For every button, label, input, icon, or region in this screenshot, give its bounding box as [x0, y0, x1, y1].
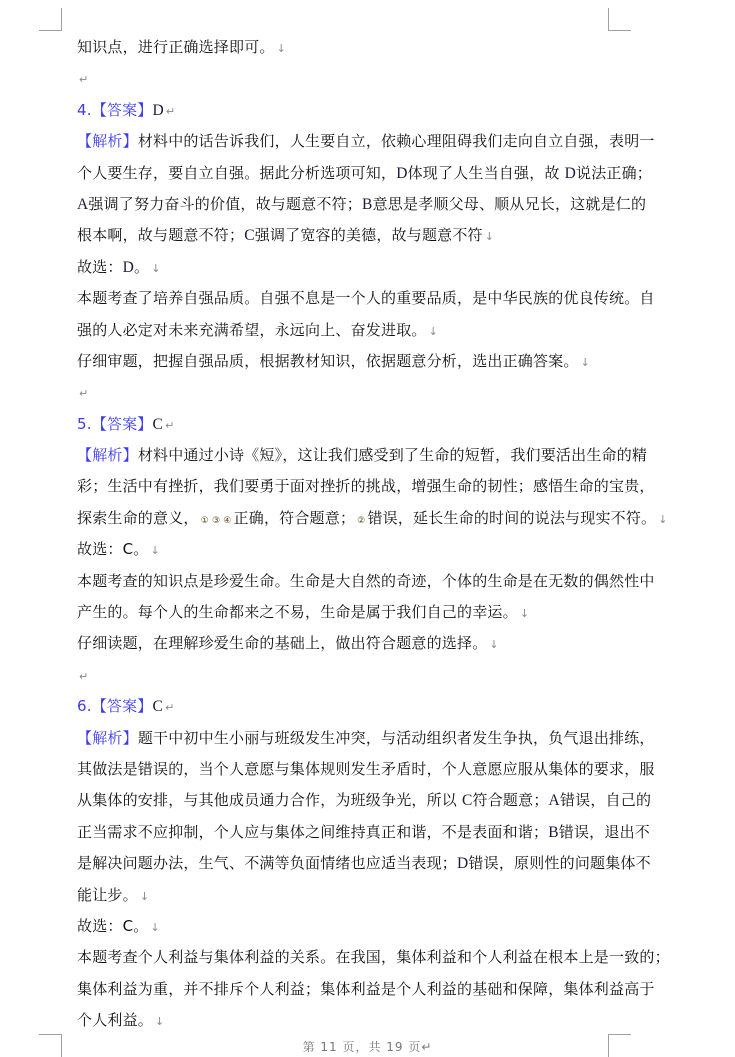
- line-break-mark-icon: ↓: [658, 512, 668, 526]
- text-run: 体现了人生当自强，故: [407, 163, 565, 182]
- paragraph-line[interactable]: [77, 252, 617, 283]
- paragraph-line[interactable]: [77, 377, 617, 408]
- line-break-mark-icon: ↓: [519, 607, 530, 621]
- paragraph-line[interactable]: [77, 126, 655, 157]
- text-run: 符合题意；: [472, 791, 549, 810]
- text-run: 正当需求不应抑制，个人应与集体之间维持真正和谐，不是表面和谐；: [77, 822, 549, 841]
- paragraph-line[interactable]: [77, 95, 617, 126]
- text-run: 题干中初中生小丽与班级发生冲突，与活动组织者发生争执，负气退出排练，: [137, 728, 655, 747]
- line-break-mark-icon: ↓: [489, 638, 499, 652]
- paragraph-line[interactable]: [77, 754, 655, 785]
- text-run: 仔细读题，在理解珍爱生命的基础上，做出符合题意的选择。: [77, 634, 488, 653]
- text-run: 故选：: [77, 257, 123, 276]
- paragraph-line[interactable]: [77, 566, 655, 597]
- text-run: 探索生命的意义，: [77, 508, 199, 527]
- text-run: ① ③ ④: [200, 515, 232, 526]
- paragraph-line[interactable]: [77, 785, 652, 816]
- paragraph-line[interactable]: [77, 911, 617, 942]
- line-break-mark-icon: ↓: [276, 42, 287, 55]
- paragraph-mark-icon: ↵: [79, 669, 89, 683]
- paragraph-line[interactable]: [77, 848, 651, 879]
- text-run: D: [457, 855, 469, 873]
- label-marker: 【解析】: [77, 132, 138, 151]
- label-marker: 4.【答案】: [77, 100, 153, 119]
- text-run: C: [152, 698, 164, 716]
- text-run: 本题考查的知识点是珍爱生命。生命是大自然的奇迹，个体的生命是在无数的偶然性中: [77, 571, 655, 590]
- page-corner-mark-top-left: [39, 8, 62, 31]
- paragraph-line[interactable]: [77, 32, 617, 63]
- page-corner-mark-top-right: [608, 8, 631, 31]
- paragraph-line[interactable]: [77, 471, 655, 502]
- text-run: 材料中的话告诉我们，人生要自立，依赖心理阻碍我们走向自立自强，表明一: [137, 132, 655, 151]
- text-run: 个人要生存，要自立自强。据此分析选项可知，: [77, 163, 397, 182]
- text-run: 其做法是错误的，当个人意愿与集体规则发生矛盾时，个人意愿应服从集体的要求，服: [77, 759, 655, 778]
- label-marker: 【解析】: [77, 446, 138, 465]
- text-run: 个人利益。: [77, 1011, 154, 1030]
- text-run: C: [461, 792, 473, 810]
- line-break-mark-icon: ↓: [428, 324, 439, 338]
- text-run: A: [548, 792, 560, 810]
- text-run: 故选：C。: [77, 916, 149, 935]
- paragraph-mark-icon: ↵: [165, 104, 176, 118]
- text-run: 正确，符合题意；: [233, 508, 356, 527]
- text-run: B: [548, 823, 559, 841]
- text-run: 。: [134, 257, 150, 276]
- paragraph-line[interactable]: [77, 534, 617, 565]
- paragraph-line[interactable]: [77, 660, 617, 691]
- paragraph-line[interactable]: [77, 315, 617, 346]
- label-marker: 6.【答案】: [77, 697, 153, 716]
- label-marker: 5.【答案】: [77, 414, 153, 433]
- text-run: D: [152, 101, 164, 119]
- paragraph-line[interactable]: [77, 283, 655, 314]
- text-run: 集体利益为重，并不排斥个人利益；集体利益是个人利益的基础和保障，集体利益高于: [77, 979, 655, 998]
- text-run: 强的人必定对未来充满希望，永远向上、奋发进取。: [77, 320, 427, 339]
- text-run: 强调了宽容的美德，故与题意不符: [254, 226, 483, 245]
- text-run: 错误，退出不: [558, 822, 650, 841]
- text-run: 意思是孝顺父母、顺从兄长，这就是仁的: [372, 194, 647, 213]
- paragraph-line[interactable]: [77, 158, 653, 189]
- text-run: 故选：C。: [77, 540, 149, 559]
- paragraph-line[interactable]: [77, 189, 647, 220]
- paragraph-line[interactable]: [77, 63, 617, 94]
- paragraph-mark-icon: ↵: [165, 418, 175, 432]
- text-run: ②: [357, 515, 366, 526]
- paragraph-line[interactable]: [77, 942, 670, 973]
- label-marker: 【解析】: [77, 728, 138, 747]
- paragraph-line[interactable]: [77, 597, 617, 628]
- line-break-mark-icon: ↓: [139, 889, 150, 903]
- text-run: C: [152, 415, 164, 433]
- text-run: 能让步。: [77, 885, 138, 904]
- text-run: 本题考查了培养自强品质。自强不息是一个人的重要品质，是中华民族的优良传统。自: [77, 289, 655, 308]
- text-run: 强调了努力奋斗的价值，故与题意不符；: [88, 194, 363, 213]
- paragraph-line[interactable]: [77, 409, 617, 440]
- paragraph-line[interactable]: [77, 691, 617, 722]
- page-footer: 第 11 页，共 19 页↵: [302, 1040, 433, 1054]
- paragraph-line[interactable]: [77, 723, 655, 754]
- text-run: 错误，自己的: [559, 791, 652, 810]
- text-run: D: [396, 164, 408, 182]
- text-run: 错误，原则性的问题集体不: [468, 854, 651, 873]
- text-run: C: [244, 227, 255, 245]
- text-run: B: [362, 195, 373, 213]
- text-run: 本题考查个人利益与集体利益的关系。在我国，集体利益和个人利益在根本上是一致的；: [77, 948, 670, 967]
- paragraph-line[interactable]: [77, 628, 617, 659]
- paragraph-line[interactable]: [77, 1005, 617, 1036]
- text-run: 说法正确；: [576, 163, 653, 182]
- paragraph-line[interactable]: [77, 817, 650, 848]
- text-run: 仔细审题，把握自强品质，根据教材知识，依据题意分析，选出正确答案。: [77, 351, 579, 370]
- text-run: 从集体的安排，与其他成员通力合作，为班级争光，所以: [77, 791, 462, 810]
- text-run: D: [564, 164, 576, 182]
- text-run: 知识点，进行正确选择即可。: [77, 38, 275, 56]
- paragraph-line[interactable]: [77, 974, 655, 1005]
- text-run: D: [122, 258, 135, 276]
- paragraph-line[interactable]: [77, 346, 617, 377]
- paragraph-mark-icon: ↵: [165, 701, 175, 715]
- paragraph-line[interactable]: [77, 503, 668, 534]
- text-run: 错误，延长生命的时间的说法与现实不符。: [367, 508, 657, 527]
- paragraph-line[interactable]: [77, 220, 617, 251]
- line-break-mark-icon: ↓: [150, 544, 160, 558]
- line-break-mark-icon: ↓: [150, 920, 160, 934]
- line-break-mark-icon: ↓: [580, 355, 591, 369]
- text-run: 是解决问题办法，生气、不满等负面情绪也应适当表现；: [77, 854, 458, 873]
- paragraph-mark-icon: ↵: [79, 387, 89, 401]
- line-break-mark-icon: ↓: [155, 1015, 165, 1029]
- document-page[interactable]: [77, 32, 670, 1037]
- line-break-mark-icon: ↓: [484, 230, 495, 244]
- line-break-mark-icon: ↓: [151, 261, 161, 275]
- text-run: 彩；生活中有挫折，我们要勇于面对挫折的挑战，增强生命的韧性；感悟生命的宝贵，: [77, 477, 655, 496]
- paragraph-line[interactable]: [77, 440, 648, 471]
- text-run: 材料中通过小诗《短》，这让我们感受到了生命的短暂，我们要活出生命的精: [137, 446, 648, 465]
- paragraph-line[interactable]: [77, 880, 617, 911]
- text-run: 根本啊，故与题意不符；: [77, 226, 245, 245]
- text-run: A: [77, 195, 89, 213]
- text-run: 产生的。每个人的生命都来之不易，生命是属于我们自己的幸运。: [77, 603, 518, 622]
- paragraph-mark-icon: ↵: [79, 73, 89, 87]
